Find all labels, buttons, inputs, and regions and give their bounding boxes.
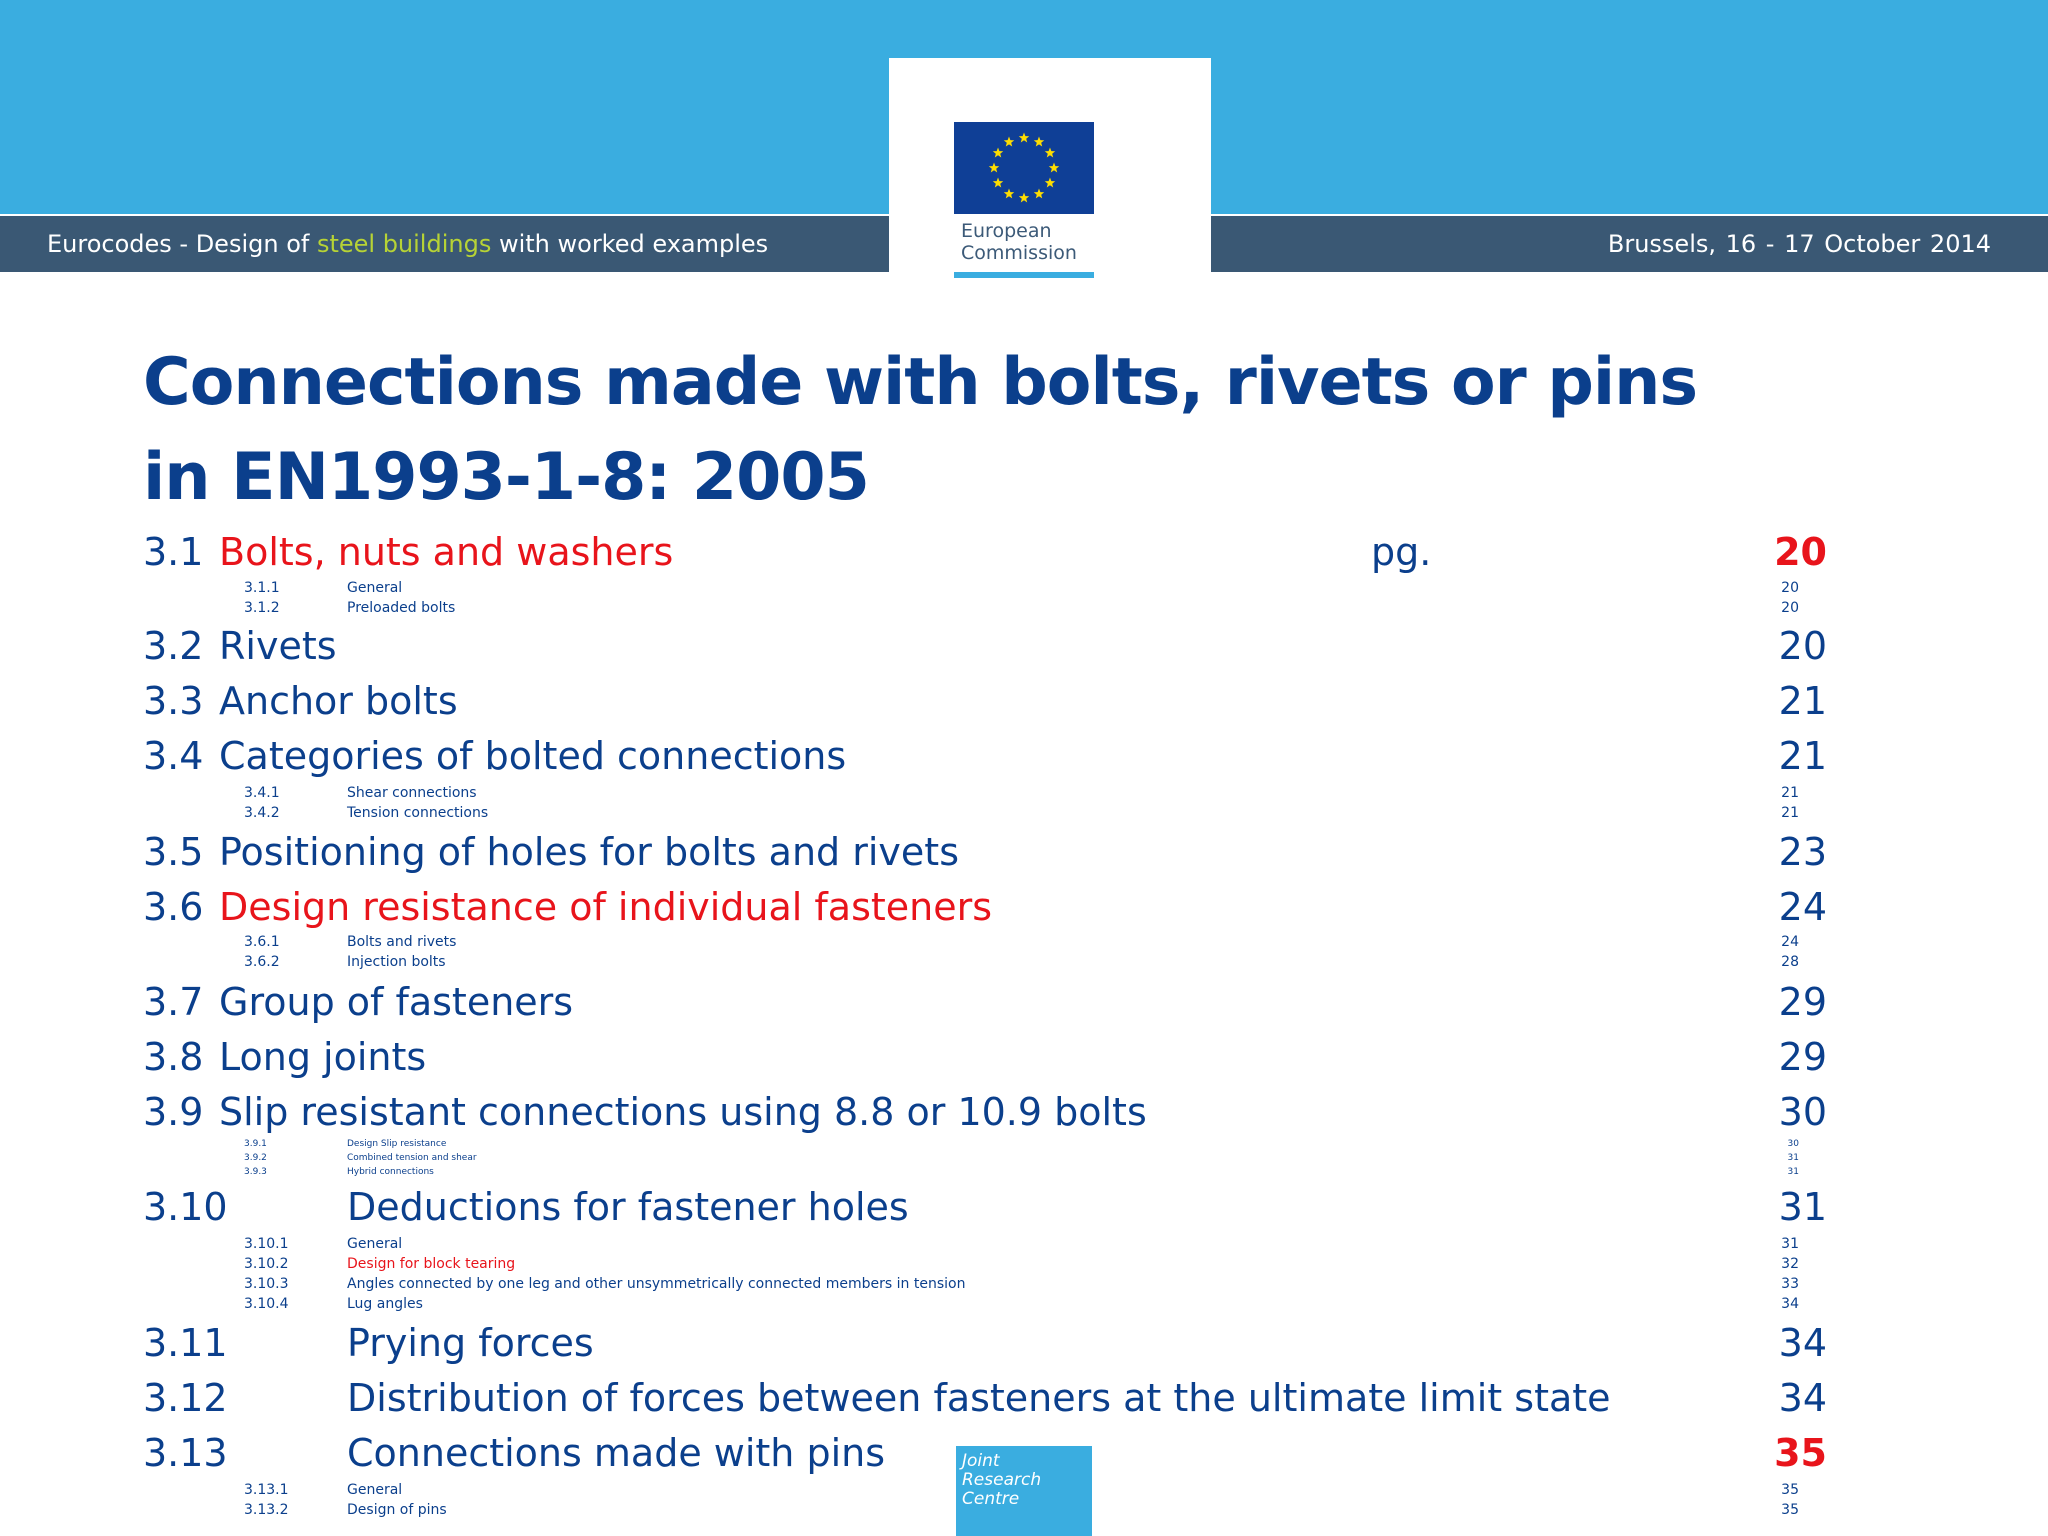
toc-row: 3.5 Positioning of holes for bolts and rivets 23 [143, 830, 1827, 874]
toc-row: 3.2 Rivets 20 [143, 624, 1827, 668]
toc-subrow: 3.4.1 Shear connections 21 [244, 785, 1799, 801]
course-title: Eurocodes - Design of steel buildings with worked examples [47, 230, 769, 258]
toc-row: 3.3 Anchor bolts 21 [143, 679, 1827, 723]
toc-subrow: 3.10.3 Angles connected by one leg and other unsymmetrically connected members in tension 33 [244, 1276, 1799, 1292]
toc-row: 3.6 Design resistance of individual fasteners 24 [143, 885, 1827, 929]
toc-row: 3.9 Slip resistant connections using 8.8 or 10.9 bolts 30 [143, 1090, 1827, 1134]
toc-subrow: 3.13.2 Design of pins 35 [244, 1502, 1799, 1518]
toc-subrow: 3.1.2 Preloaded bolts 20 [244, 600, 1799, 616]
toc-subrow: 3.9.1 Design Slip resistance 30 [244, 1139, 1799, 1149]
toc-row: 3.8 Long joints 29 [143, 1035, 1827, 1079]
toc-row: 3.1 Bolts, nuts and washers 20 [143, 530, 1827, 574]
eu-star-icon [1004, 137, 1014, 147]
toc-subrow: 3.10.1 General 31 [244, 1236, 1799, 1252]
european-commission-logo [889, 58, 1211, 276]
slide-title: Connections made with bolts, rivets or pins in EN1993-1-8: 2005 [143, 345, 1698, 515]
toc-row: 3.4 Categories of bolted connections 21 [143, 734, 1827, 778]
course-title-highlight: steel buildings [316, 230, 492, 258]
toc-subrow: 3.10.4 Lug angles 34 [244, 1296, 1799, 1312]
eu-flag-icon [954, 122, 1094, 214]
toc-subrow: 3.9.2 Combined tension and shear 31 [244, 1153, 1799, 1163]
eu-star-icon [993, 178, 1003, 188]
toc-subrow: 3.1.1 General 20 [244, 580, 1799, 596]
eu-star-icon [1019, 193, 1029, 203]
toc-row: 3.7 Group of fasteners 29 [143, 980, 1827, 1024]
toc-subrow: 3.13.1 General 35 [244, 1482, 1799, 1498]
toc-subrow: 3.6.1 Bolts and rivets 24 [244, 934, 1799, 950]
eu-star-icon [1045, 178, 1055, 188]
toc-subrow: 3.10.2 Design for block tearing 32 [244, 1256, 1799, 1272]
eu-star-icon [1034, 188, 1044, 198]
eu-star-icon [1049, 163, 1059, 173]
toc-row: 3.10 Deductions for fastener holes 31 [143, 1185, 1827, 1229]
toc-row: 3.11 Prying forces 34 [143, 1321, 1827, 1365]
eu-star-icon [1004, 188, 1014, 198]
logo-underline [954, 272, 1094, 278]
eu-star-icon [1034, 137, 1044, 147]
eu-star-icon [989, 163, 999, 173]
toc-subrow: 3.4.2 Tension connections 21 [244, 805, 1799, 821]
toc-subrow: 3.6.2 Injection bolts 28 [244, 954, 1799, 970]
event-date: Brussels, 16 - 17 October 2014 [1607, 230, 1991, 258]
eu-star-icon [1019, 133, 1029, 143]
pg-label: pg. [1371, 530, 1432, 574]
toc-row: 3.12 Distribution of forces between fasteners at the ultimate limit state 34 [143, 1376, 1827, 1420]
toc-row: 3.13 Connections made with pins 35 [143, 1431, 1827, 1475]
jrc-logo: Joint Research Centre [956, 1446, 1092, 1536]
toc-subrow: 3.9.3 Hybrid connections 31 [244, 1167, 1799, 1177]
eu-star-icon [1045, 148, 1055, 158]
logo-text: European Commission [961, 220, 1077, 264]
eu-star-icon [993, 148, 1003, 158]
